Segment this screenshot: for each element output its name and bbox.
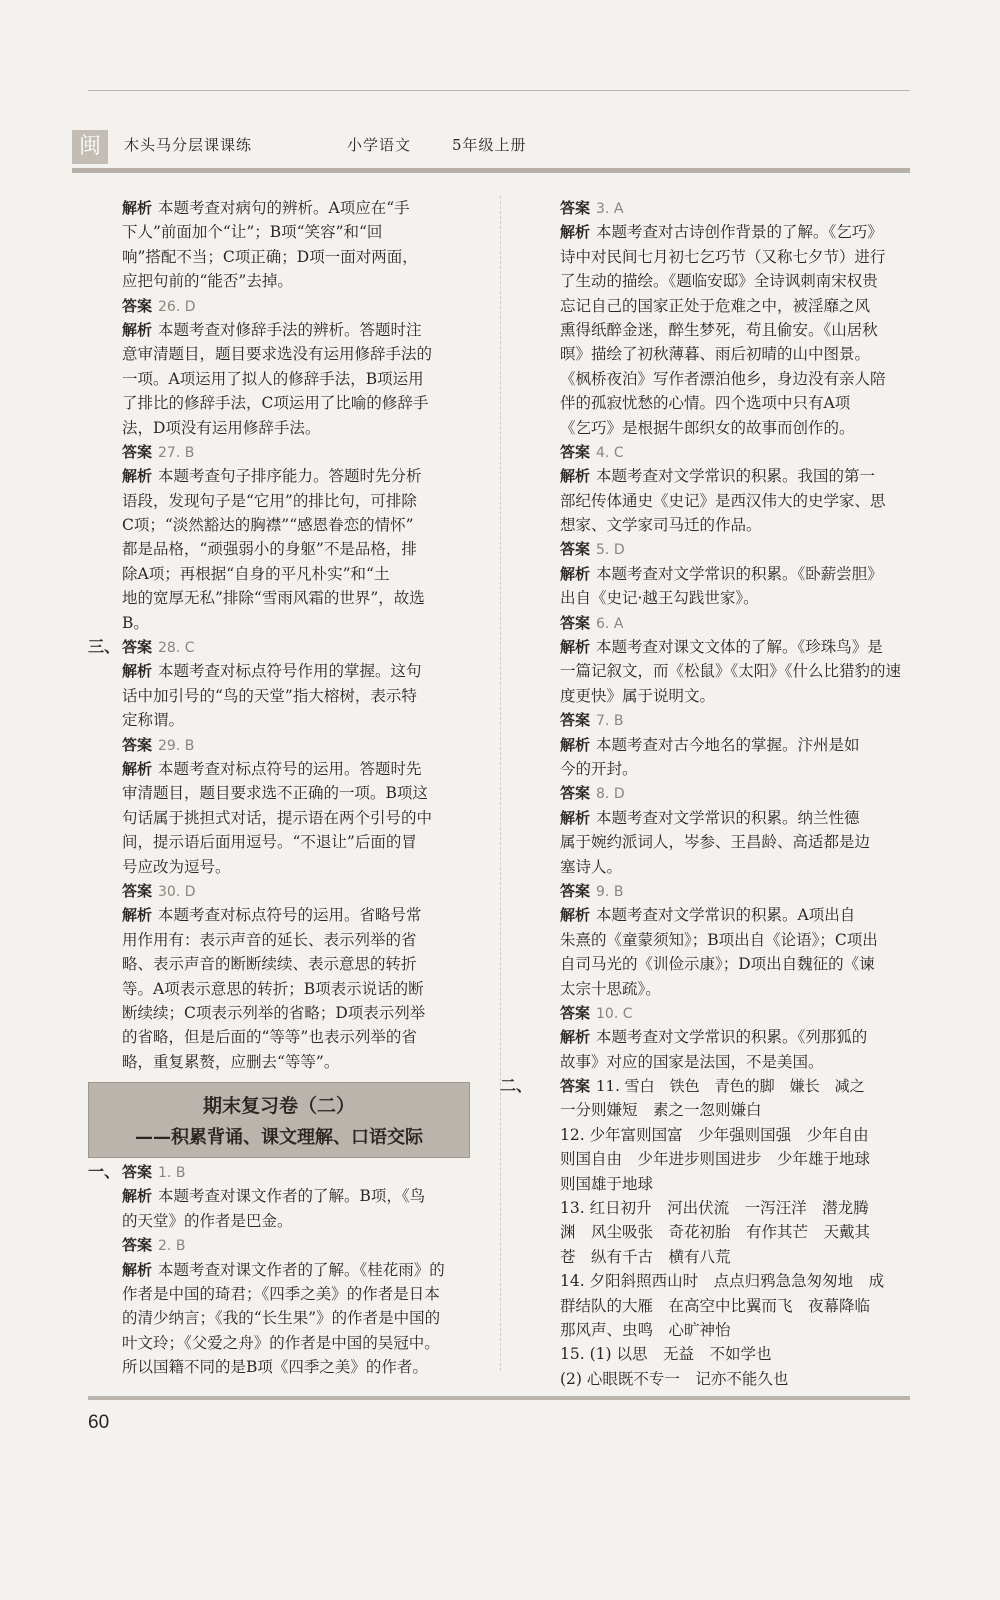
text-line: 解析 本题考查对病句的辨析。A项应在“手 — [122, 199, 410, 217]
text-line: 的天堂》的作者是巴金。 — [122, 1211, 293, 1230]
text-line: 太宗十思疏》。 — [560, 979, 661, 998]
left-column — [88, 196, 480, 1074]
left-column-lower — [88, 1160, 480, 1380]
text-line: 审清题目，题目要求选不正确的一项。B项这 — [122, 784, 428, 803]
text-line: 除A项；再根据“自身的平凡朴实”和“土 — [122, 564, 390, 583]
text-line: 暝》描绘了初秋薄暮、雨后初晴的山中图景。 — [560, 345, 871, 364]
header-rule — [72, 168, 910, 173]
text-line: 解析 本题考查句子排序能力。答题时先分析 — [122, 467, 422, 486]
text-line: 应把句前的“能否”去掉。 — [122, 272, 293, 291]
book-subject: 小学语文 — [347, 136, 412, 154]
text-line: 的省略，但是后面的“等等”也表示列举的省 — [122, 1028, 417, 1047]
text-line: 《枫桥夜泊》写作者漂泊他乡，身边没有亲人陪 — [560, 369, 886, 388]
answer-line: 答案 30. D — [122, 881, 196, 900]
text-line: 一项。A项运用了拟人的修辞手法，B项运用 — [122, 369, 424, 388]
text-line: 解析 本题考查对文学常识的积累。《列那狐的 — [560, 1028, 868, 1047]
text-line: 诗中对民间七月初七乞巧节（又称七夕节）进行 — [560, 247, 886, 266]
text-line: 定称谓。 — [122, 711, 185, 730]
text-line: 属于婉约派词人，岑参、王昌龄、高适都是边 — [560, 833, 871, 852]
text-line: 解析 本题考查对文学常识的积累。A项出自 — [560, 906, 856, 925]
text-line: 一篇记叙文，而《松鼠》《太阳》《什么比猎豹的速 — [560, 662, 902, 681]
right-column — [500, 196, 916, 1391]
section-banner — [88, 1082, 470, 1158]
text-line: 塞诗人。 — [560, 857, 623, 876]
answer-line: 三、 答案 28. C — [88, 635, 480, 659]
text-line: 响”搭配不当；C项正确；D项一面对两面， — [122, 247, 418, 266]
text-line: 了生动的描绘。《题临安邸》全诗讽刺南宋权贵 — [560, 272, 878, 291]
answer-line: 答案 4. C — [560, 442, 624, 461]
text-line: 14. 夕阳斜照西山时 点点归鸦急急匆匆地 成 — [560, 1272, 885, 1291]
book-grade: 5年级上册 — [452, 136, 527, 154]
top-rule — [88, 90, 910, 91]
book-title: 木头马分层课课练 — [124, 136, 253, 154]
section-number: 二、 — [500, 1076, 533, 1096]
text-line: 朱熹的《童蒙须知》；B项出自《论语》；C项出 — [560, 930, 878, 949]
text-line: 所以国籍不同的是B项《四季之美》的作者。 — [122, 1358, 428, 1377]
answer-line: 答案 27. B — [122, 442, 195, 461]
answer-line: 答案 8. D — [560, 784, 625, 803]
text-line: 故事》对应的国家是法国，不是美国。 — [560, 1052, 824, 1071]
text-line: 忘记自己的国家正处于危难之中，被淫靡之风 — [560, 296, 871, 315]
text-line: 13. 红日初升 河出伏流 一泻汪洋 潜龙腾 — [560, 1199, 869, 1218]
answer-line: 答案 29. B — [122, 735, 195, 754]
text-line: 地的宽厚无私”排除“雪雨风霜的世界”，故选 — [122, 589, 425, 608]
text-line: 一分则嫌短 素之一忽则嫌白 — [560, 1101, 762, 1120]
text-line: 语段，发现句子是“它用”的排比句，可排除 — [122, 491, 417, 510]
text-line: 解析 本题考查对修辞手法的辨析。答题时注 — [122, 320, 422, 339]
text-line: (2) 心眼既不专一 记亦不能久也 — [560, 1369, 789, 1388]
text-line: 断续续；C项表示列举的省略；D项表示列举 — [122, 1003, 426, 1022]
text-line: 想家、文学家司马迁的作品。 — [560, 516, 762, 535]
text-line: 解析 本题考查对文学常识的积累。纳兰性德 — [560, 808, 860, 827]
text-line: 作者是中国的琦君；《四季之美》的作者是日本 — [122, 1284, 440, 1303]
text-line: 解析 本题考查对古诗创作背景的了解。《乞巧》 — [560, 223, 883, 242]
text-line: C项；“淡然豁达的胸襟”“感恩眷恋的情怀” — [122, 516, 414, 535]
text-line: 了排比的修辞手法，C项运用了比喻的修辞手 — [122, 394, 429, 413]
text-line: 意审清题目，题目要求选没有运用修辞手法的 — [122, 345, 433, 364]
text-line: 部纪传体通史《史记》是西汉伟大的史学家、思 — [560, 491, 886, 510]
text-line: 解析 本题考查对课文作者的了解。《桂花雨》的 — [122, 1260, 445, 1279]
text-line: B。 — [122, 613, 149, 632]
text-line: 下人”前面加个“让”；B项“笑容”和“回 — [122, 223, 383, 242]
column-divider — [500, 196, 501, 1371]
text-line: 12. 少年富则国富 少年强则国强 少年自由 — [560, 1125, 869, 1144]
text-line: 间，提示语后面用逗号。“不退让”后面的冒 — [122, 833, 417, 852]
text-line: 都是品格，“顽强弱小的身躯”不是品格，排 — [122, 540, 417, 559]
text-line: 略，重复累赘，应删去“等等”。 — [122, 1052, 340, 1071]
answer-line: 答案 10. C — [560, 1003, 633, 1022]
section-number: 三、 — [88, 637, 121, 657]
text-line: 的清少纳言；《我的“长生果”》的作者是中国的 — [122, 1309, 441, 1328]
text-line: 《乞巧》是根据牛郎织女的故事而创作的。 — [560, 418, 855, 437]
banner-title: 期末复习卷（二） — [202, 1095, 355, 1117]
text-line: 伴的孤寂忧愁的心情。四个选项中只有A项 — [560, 394, 851, 413]
text-line: 用作用有：表示声音的延长、表示列举的省 — [122, 930, 417, 949]
answer-line: 答案 26. D — [122, 296, 196, 315]
text-line: 句话属于挑担式对话，提示语在两个引号的中 — [122, 808, 433, 827]
text-line: 解析 本题考查对标点符号的运用。答题时先 — [122, 759, 422, 778]
text-line: 今的开封。 — [560, 759, 638, 778]
section-number: 一、 — [88, 1162, 121, 1181]
answer-line: 答案 9. B — [560, 881, 624, 900]
text-line: 熏得纸醉金迷，醉生梦死，苟且偷安。《山居秋 — [560, 320, 878, 339]
text-line: 解析 本题考查对古今地名的掌握。汴州是如 — [560, 735, 860, 754]
answer-line: 答案 3. A — [560, 199, 624, 217]
text-line: 渊 风尘吸张 奇花初胎 有作其芒 天戴其 — [560, 1223, 871, 1242]
text-line: 略、表示声音的断断续续、表示意思的转折 — [122, 955, 417, 974]
publisher-logo: 闽 — [72, 130, 108, 164]
text-line: 自司马光的《训俭示康》；D项出自魏征的《谏 — [560, 955, 875, 974]
answer-line: 答案 7. B — [560, 711, 624, 730]
text-line: 出自《史记·越王勾践世家》。 — [560, 589, 759, 608]
text-line: 解析 本题考查对标点符号作用的掌握。这句 — [122, 662, 422, 681]
text-line: 号应改为逗号。 — [122, 857, 231, 876]
text-line: 解析 本题考查对文学常识的积累。《卧薪尝胆》 — [560, 564, 883, 583]
answer-line: 一、 答案 1. B — [88, 1160, 480, 1184]
text-line: 话中加引号的“鸟的天堂”指大榕树，表示特 — [122, 686, 417, 705]
answer-line: 二、 答案 11. 雪白 铁色 青色的脚 嫌长 减之 — [530, 1074, 916, 1098]
text-line: 则国自由 少年进步则国进步 少年雄于地球 — [560, 1150, 871, 1169]
answer-line: 答案 2. B — [122, 1236, 186, 1255]
text-line: 法，D项没有运用修辞手法。 — [122, 418, 321, 437]
text-line: 解析 本题考查对标点符号的运用。省略号常 — [122, 906, 422, 925]
text-line: 15. (1) 以思 无益 不如学也 — [560, 1345, 772, 1364]
text-line: 解析 本题考查对课文作者的了解。B项，《鸟 — [122, 1187, 426, 1206]
page-number: 60 — [88, 1412, 110, 1433]
answer-line: 答案 6. A — [560, 613, 624, 632]
text-line: 那风声、虫鸣 心旷神怡 — [560, 1320, 731, 1339]
text-line: 群结队的大雁 在高空中比翼而飞 夜幕降临 — [560, 1296, 871, 1315]
text-line: 度更快》属于说明文。 — [560, 686, 716, 705]
text-line: 等。A项表示意思的转折；B项表示说话的断 — [122, 979, 424, 998]
banner-subtitle: ——积累背诵、课文理解、口语交际 — [135, 1127, 423, 1148]
footer-rule — [88, 1396, 910, 1400]
text-line: 苍 纵有千古 横有八荒 — [560, 1247, 731, 1266]
text-line: 叶文玲；《父爱之舟》的作者是中国的吴冠中。 — [122, 1333, 440, 1352]
text-line: 解析 本题考查对课文文体的了解。《珍珠鸟》是 — [560, 638, 883, 657]
page-header — [72, 130, 910, 166]
text-line: 解析 本题考查对文学常识的积累。我国的第一 — [560, 467, 876, 486]
text-line: 则国雄于地球 — [560, 1174, 654, 1193]
answer-line: 答案 5. D — [560, 540, 625, 559]
